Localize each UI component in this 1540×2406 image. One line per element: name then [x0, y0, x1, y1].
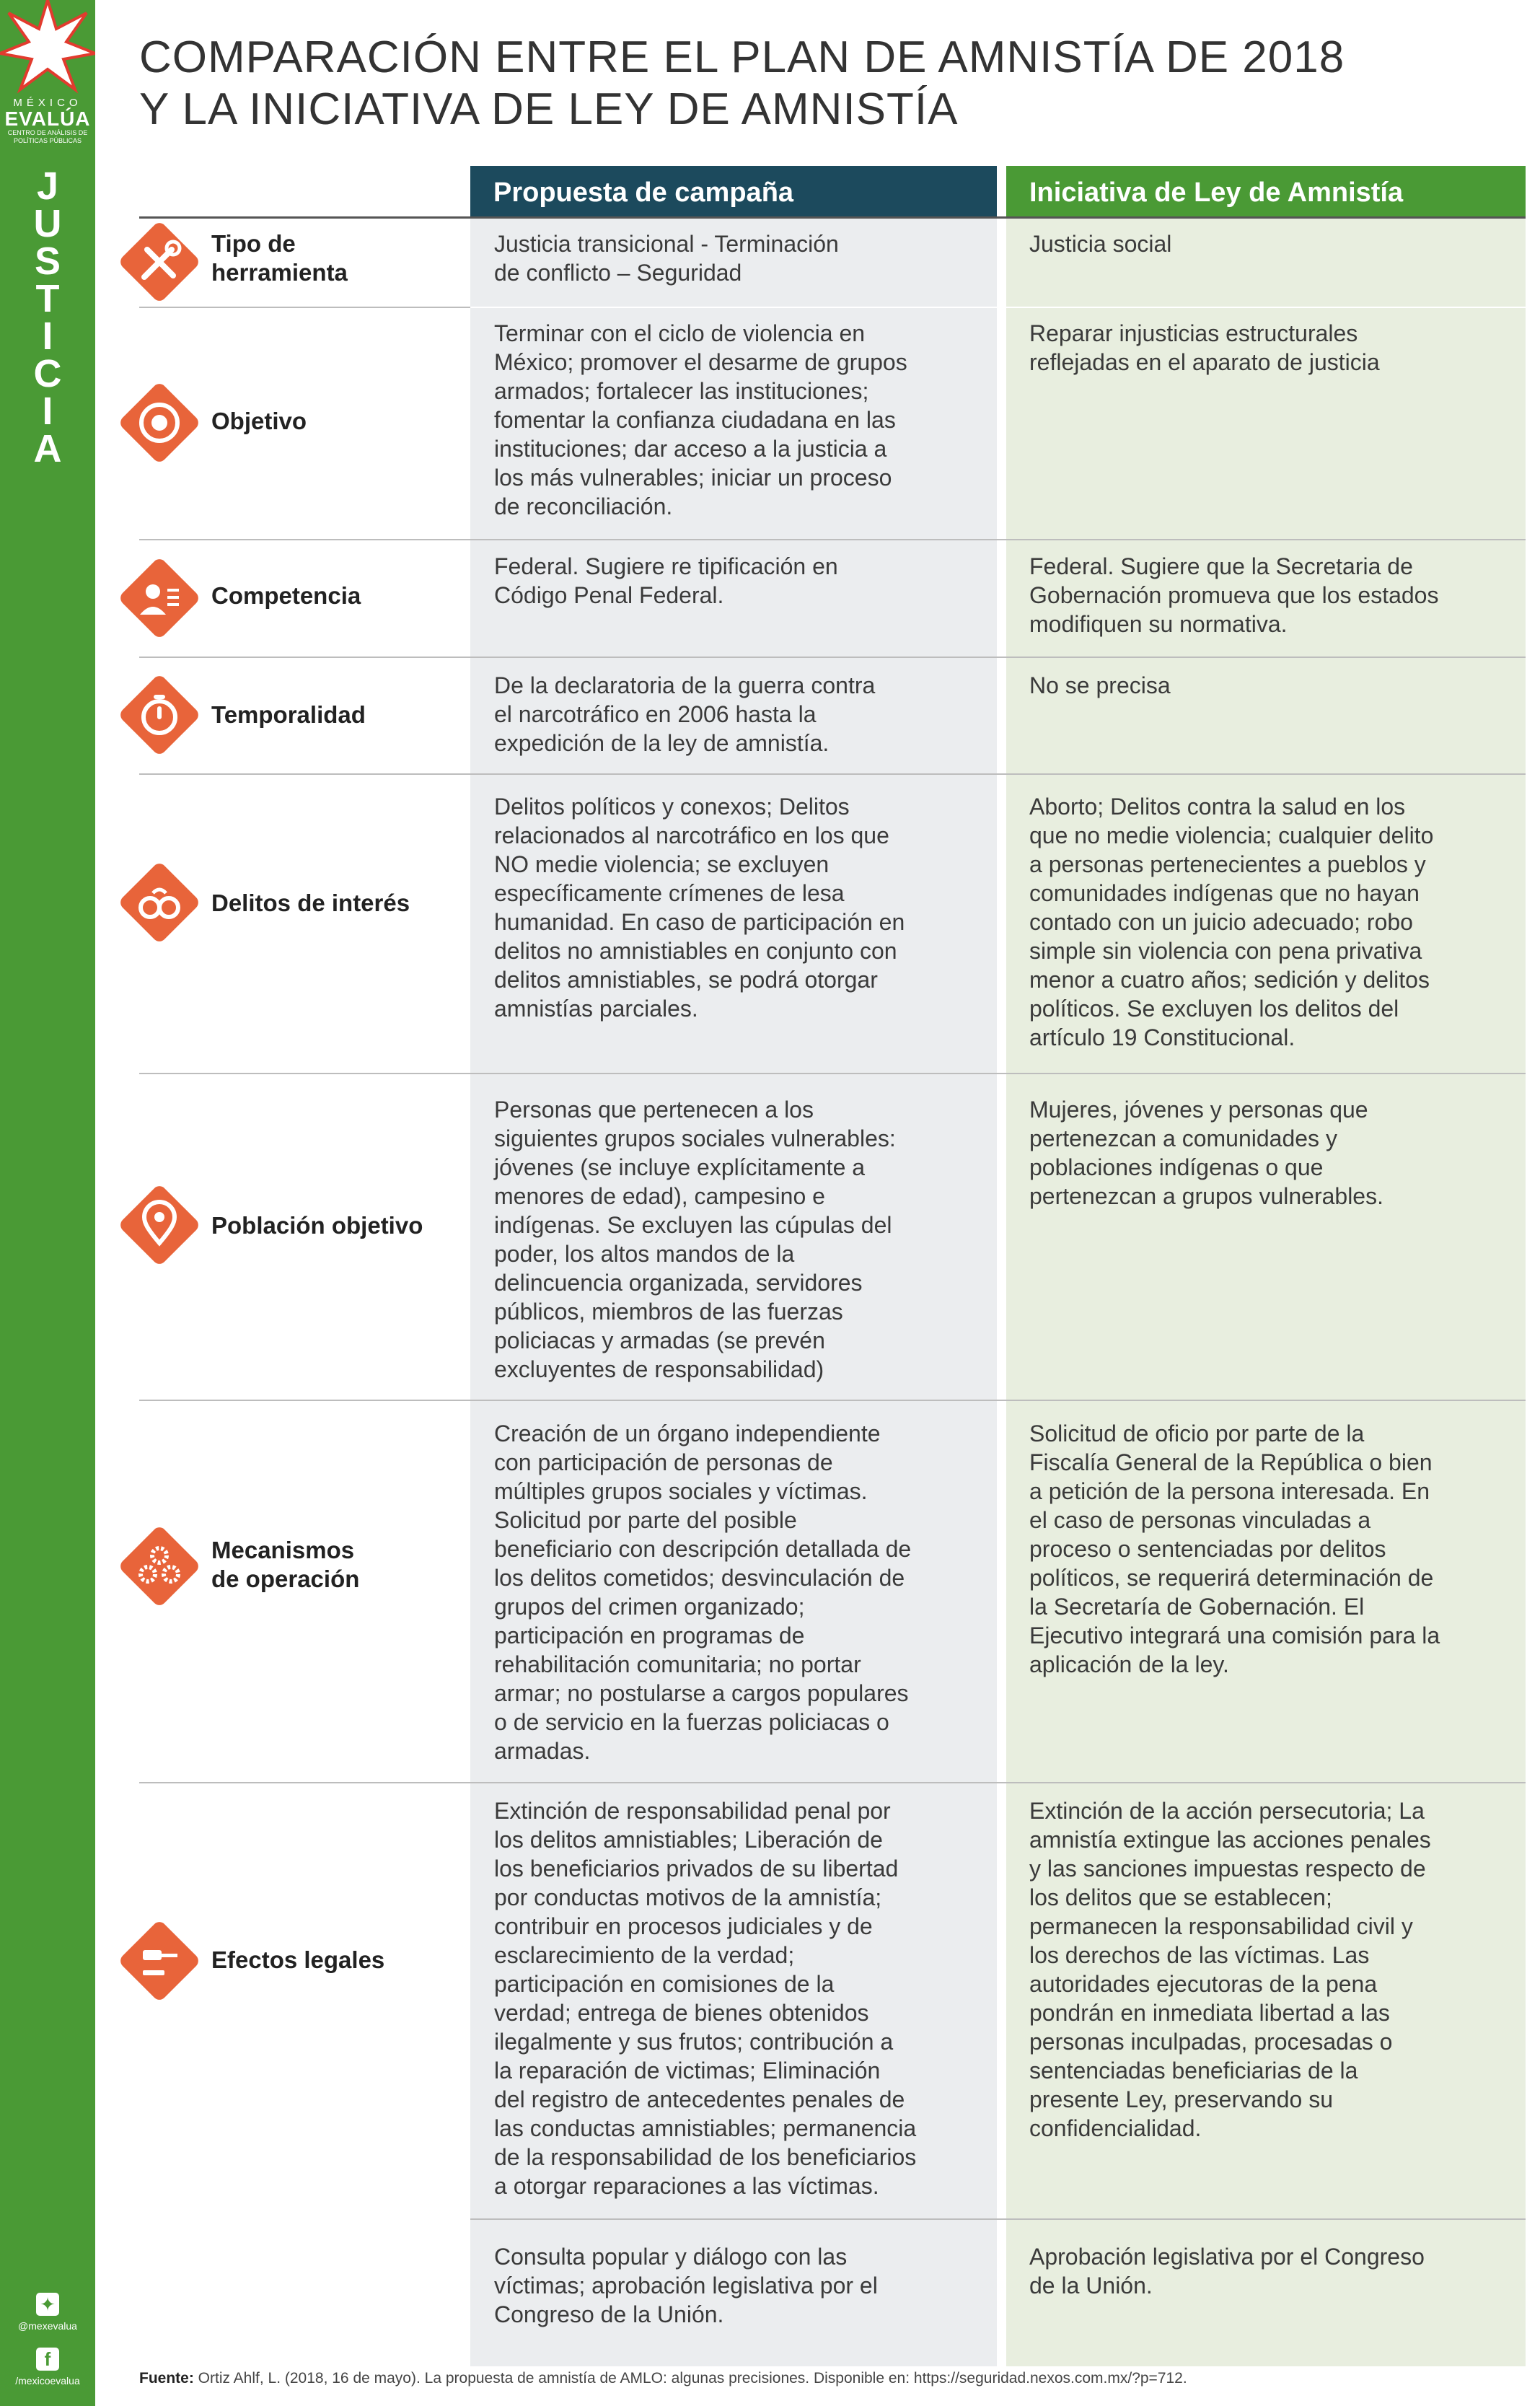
row-label-competencia: Competencia	[211, 582, 361, 609]
cell-objetivo-initiative: Reparar injusticias estructurales reflejadas en el aparato de justicia	[1029, 320, 1380, 375]
cell-temporalidad-initiative: No se precisa	[1029, 672, 1171, 698]
row-label-objetivo: Objetivo	[211, 408, 307, 434]
row-label-efectos: Efectos legales	[211, 1946, 385, 1973]
cell-competencia-initiative: Federal. Sugiere que la Secretaria de Gobernación promueva que los estados modifiquen su normativa.	[1029, 553, 1439, 637]
stopwatch-icon	[115, 671, 203, 759]
row-divider	[139, 1400, 1526, 1401]
section-word	[0, 164, 95, 470]
section-letter: A	[33, 427, 62, 470]
logo-small: MÉXICO	[13, 97, 82, 109]
column-header-campaign: Propuesta de campaña	[470, 166, 997, 216]
target-icon	[115, 379, 203, 467]
logo-sub: CENTRO DE ANÁLISIS DE POLÍTICAS PÚBLICAS	[7, 129, 88, 144]
gears-icon	[115, 1522, 203, 1610]
row-divider	[470, 2218, 1526, 2220]
cell-tipo-campaign: Justicia transicional - Terminación de conflicto – Seguridad	[494, 231, 839, 286]
row-divider	[139, 307, 470, 308]
cell-extra-initiative: Aprobación legislativa por el Congreso de la Unión.	[1029, 2244, 1425, 2299]
handcuffs-icon	[115, 859, 203, 947]
row-label-poblacion: Población objetivo	[211, 1212, 423, 1239]
row-label-tipo: Tipo de herramienta	[211, 230, 348, 286]
logo-text	[0, 97, 95, 145]
column-header-initiative: Iniciativa de Ley de Amnistía	[1006, 166, 1526, 216]
cell-tipo-initiative: Justicia social	[1029, 231, 1172, 257]
row-divider	[139, 773, 1526, 775]
cell-delitos-campaign: Delitos políticos y conexos; Delitos relacionados al narcotráfico en los que NO medie violencia; se excluyen específicamente crímenes de lesa humanidad. En caso de participación en delitos no amnistiables en conjunto con delitos amnistiables, se podrá otorgar amnistías parciales.	[494, 794, 905, 1022]
table-top-rule	[139, 216, 1526, 219]
people-chart-icon	[115, 554, 203, 642]
section-letter: C	[33, 352, 62, 395]
row-label-temporalidad: Temporalidad	[211, 701, 366, 728]
title-line-2: Y LA INICIATIVA DE LEY DE AMNISTÍA	[139, 84, 959, 134]
sidebar	[0, 0, 95, 2406]
cell-efectos-campaign: Extinción de responsabilidad penal por los delitos amnistiables; Liberación de los beneficiarios privados de su libertad por conductas motivos de la amnistía; contribuir en procesos judiciales y de esclarecimiento de la verdad; participación en comisiones de la verdad; entrega de bienes obtenidos ilegalmente y sus frutos; contribución a la reparación de victimas; Eliminación del registro de antecedentes penales de las conductas amnistiables; permanencia de la responsabilidad de los beneficiarios a otorgar reparaciones a las víctimas.	[494, 1798, 917, 2199]
row-divider	[139, 1073, 1526, 1074]
twitter-handle: @mexevalua	[18, 2320, 77, 2332]
source-note	[139, 2370, 1187, 2387]
row-label-mecanismos: Mecanismos de operación	[211, 1537, 360, 1592]
row-divider	[139, 1782, 1526, 1783]
cell-mecanismos-campaign: Creación de un órgano independiente con participación de personas de múltiples grupos sociales y víctimas. Solicitud por parte del posible beneficiario con descripción detallada de los delitos cometidos; desvinculación de grupos del crimen organizado; participación en programas de rehabilitación comunitaria; no portar armar; no postularse a cargos populares o de servicio en la fuerzas policiacas o armadas.	[494, 1421, 912, 1764]
row-divider	[139, 657, 1526, 658]
title-line-1: COMPARACIÓN ENTRE EL PLAN DE AMNISTÍA DE 2018	[139, 32, 1345, 82]
cell-poblacion-initiative: Mujeres, jóvenes y personas que pertenezcan a comunidades y poblaciones indígenas o que pertenezcan a grupos vulnerables.	[1029, 1097, 1383, 1209]
cell-competencia-campaign: Federal. Sugiere re tipificación en Código Penal Federal.	[494, 553, 838, 608]
cell-poblacion-campaign: Personas que pertenecen a los siguientes grupos sociales vulnerables: jóvenes (se incluye explícitamente a menores de edad), campesino e indígenas. Se excluyen las cúpulas del poder, los altos mandos de la delincuencia organizada, servidores públicos, miembros de las fuerzas policiacas y armadas (se prevén excluyentes de responsabilidad)	[494, 1097, 896, 1382]
section-letter: I	[42, 390, 53, 433]
cell-objetivo-campaign: Terminar con el ciclo de violencia en México; promover el desarme de grupos armados; fortalecer las instituciones; fomentar la confianza ciudadana en las instituciones; dar acceso a la justicia a los más vulnerables; iniciar un proceso de reconciliación.	[494, 320, 907, 519]
cell-extra-campaign: Consulta popular y diálogo con las víctimas; aprobación legislativa por el Congreso de la Unión.	[494, 2244, 878, 2327]
facebook-link[interactable]	[0, 2348, 95, 2387]
row-divider	[139, 539, 1526, 540]
cell-temporalidad-campaign: De la declaratoria de la guerra contra el narcotráfico en 2006 hasta la expedición de la ley de amnistía.	[494, 672, 876, 756]
tools-icon	[115, 218, 203, 306]
gavel-icon	[115, 1917, 203, 2005]
row-divider	[470, 307, 1526, 308]
section-letter: S	[34, 240, 61, 283]
location-pin-icon	[115, 1181, 203, 1269]
cell-mecanismos-initiative: Solicitud de oficio por parte de la Fiscalía General de la República o bien a petición de la persona interesada. En el caso de personas vinculadas a proceso o sentenciadas por delitos políticos, se requerirá determinación de la Secretaría de Gobernación. El Ejecutivo integrará una comisión para la aplicación de la ley.	[1029, 1421, 1440, 1677]
section-letter: I	[42, 315, 53, 358]
twitter-icon: ✦	[36, 2293, 59, 2316]
section-letter: J	[36, 164, 59, 208]
star-logo-icon	[0, 0, 95, 95]
facebook-icon: f	[36, 2348, 59, 2371]
row-label-delitos: Delitos de interés	[211, 890, 410, 916]
logo-main: EVALÚA	[4, 107, 91, 130]
section-letter: U	[33, 202, 62, 245]
page-title	[139, 32, 1510, 136]
twitter-link[interactable]	[0, 2293, 95, 2332]
source-text: Ortiz Ahlf, L. (2018, 16 de mayo). La propuesta de amnistía de AMLO: algunas precisiones. Disponible en: https://seguridad.nexos.com.mx/?p=712.	[193, 2370, 1187, 2387]
source-label: Fuente:	[139, 2370, 194, 2387]
cell-efectos-initiative: Extinción de la acción persecutoria; La amnistía extingue las acciones penales y las sanciones impuestas respecto de los delitos que se establecen; permanecen la responsabilidad civil y los derechos de las víctimas. Las autoridades ejecutoras de la pena pondrán en inmediata libertad a las personas inculpadas, procesadas o sentenciadas beneficiarias de la presente Ley, preservando su confidencialidad.	[1029, 1798, 1431, 2141]
cell-delitos-initiative: Aborto; Delitos contra la salud en los que no medie violencia; cualquier delito a personas pertenecientes a pueblos y comunidades indígenas que no hayan contado con un juicio adecuado; robo simple sin violencia con pena privativa menor a cuatro años; sedición y delitos políticos. Se excluyen los delitos del artículo 19 Constitucional.	[1029, 794, 1434, 1050]
facebook-handle: /mexicoevalua	[15, 2375, 80, 2387]
section-letter: T	[35, 277, 60, 320]
